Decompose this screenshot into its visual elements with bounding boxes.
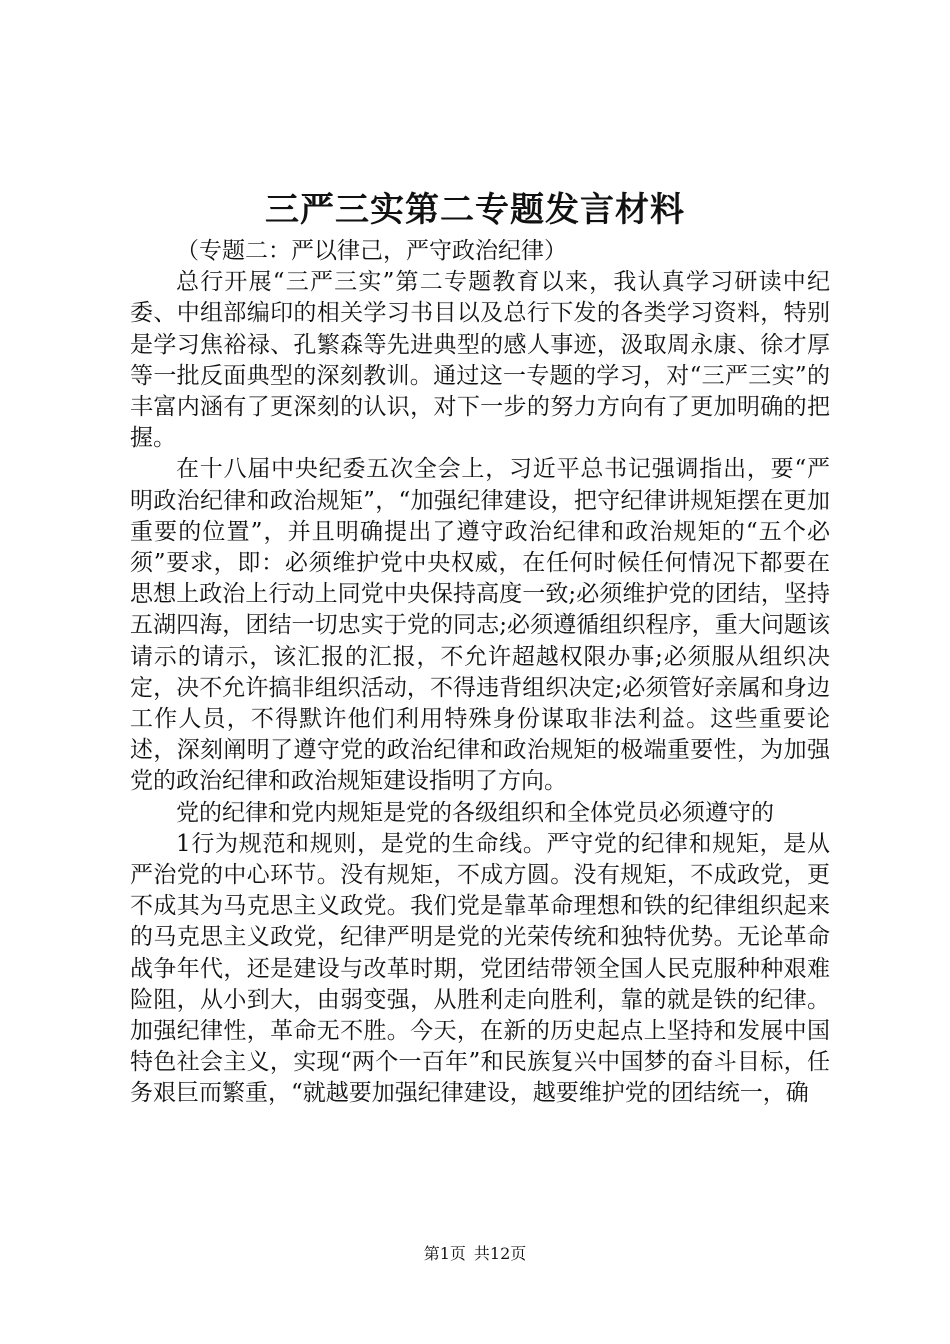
page-number: 第1页 xyxy=(423,1244,466,1263)
page-footer xyxy=(0,1243,950,1265)
paragraph-2: 在十八届中央纪委五次全会上，习近平总书记强调指出，要“严明政治纪律和政治规矩”，“加强纪律建设，把守纪律讲规矩摆在更加重要的位置”，并且明确提出了遵守政治纪律和政治规矩的“五个必须”要求，即：必须维护党中央权威，在任何时候任何情况下都要在思想上政治上行动上同党中央保持高度一致;必须维护党的团结，坚持五湖四海，团结一切忠实于党的同志;必须遵循组织程序，重大问题该请示的请示，该汇报的汇报，不允许超越权限办事;必须服从组织决定，决不允许搞非组织活动，不得违背组织决定;必须管好亲属和身边工作人员，不得默许他们利用特殊身份谋取非法利益。这些重要论述，深刻阐明了遵守党的政治纪律和政治规矩的极端重要性，为加强党的政治纪律和政治规矩建设指明了方向。 xyxy=(130,456,830,795)
page-total: 共12页 xyxy=(473,1244,527,1263)
document-subtitle: （专题二：严以律己，严守政治纪律） xyxy=(176,238,567,264)
document-body xyxy=(130,236,830,1110)
paragraph-1: 总行开展“三严三实”第二专题教育以来，我认真学习研读中纪委、中组部编印的相关学习书目以及总行下发的各类学习资料，特别是学习焦裕禄、孔繁森等先进典型的感人事迹，汲取周永康、徐才厚等一批反面典型的深刻教训。通过这一专题的学习，对“三严三实”的丰富内涵有了更深刻的认识，对下一步的努力方向有了更加明确的把握。 xyxy=(130,269,830,452)
paragraph-3: 党的纪律和党内规矩是党的各级组织和全体党员必须遵守的 xyxy=(176,799,774,826)
document-title: 三严三实第二专题发言材料 xyxy=(265,190,685,230)
paragraph-4: 1行为规范和规则，是党的生命线。严守党的纪律和规矩，是从严治党的中心环节。没有规矩，不成方圆。没有规矩，不成政党，更不成其为马克思主义政党。我们党是靠革命理想和铁的纪律组织起来的马克思主义政党，纪律严明是党的光荣传统和独特优势。无论革命战争年代，还是建设与改革时期，党团结带领全国人民克服种种艰难险阻，从小到大，由弱变强，从胜利走向胜利，靠的就是铁的纪律。加强纪律性，革命无不胜。今天，在新的历史起点上坚持和发展中国特色社会主义，实现“两个一百年”和民族复兴中国梦的奋斗目标，任务艰巨而繁重，“就越要加强纪律建设，越要维护党的团结统一，确 xyxy=(130,830,830,1107)
